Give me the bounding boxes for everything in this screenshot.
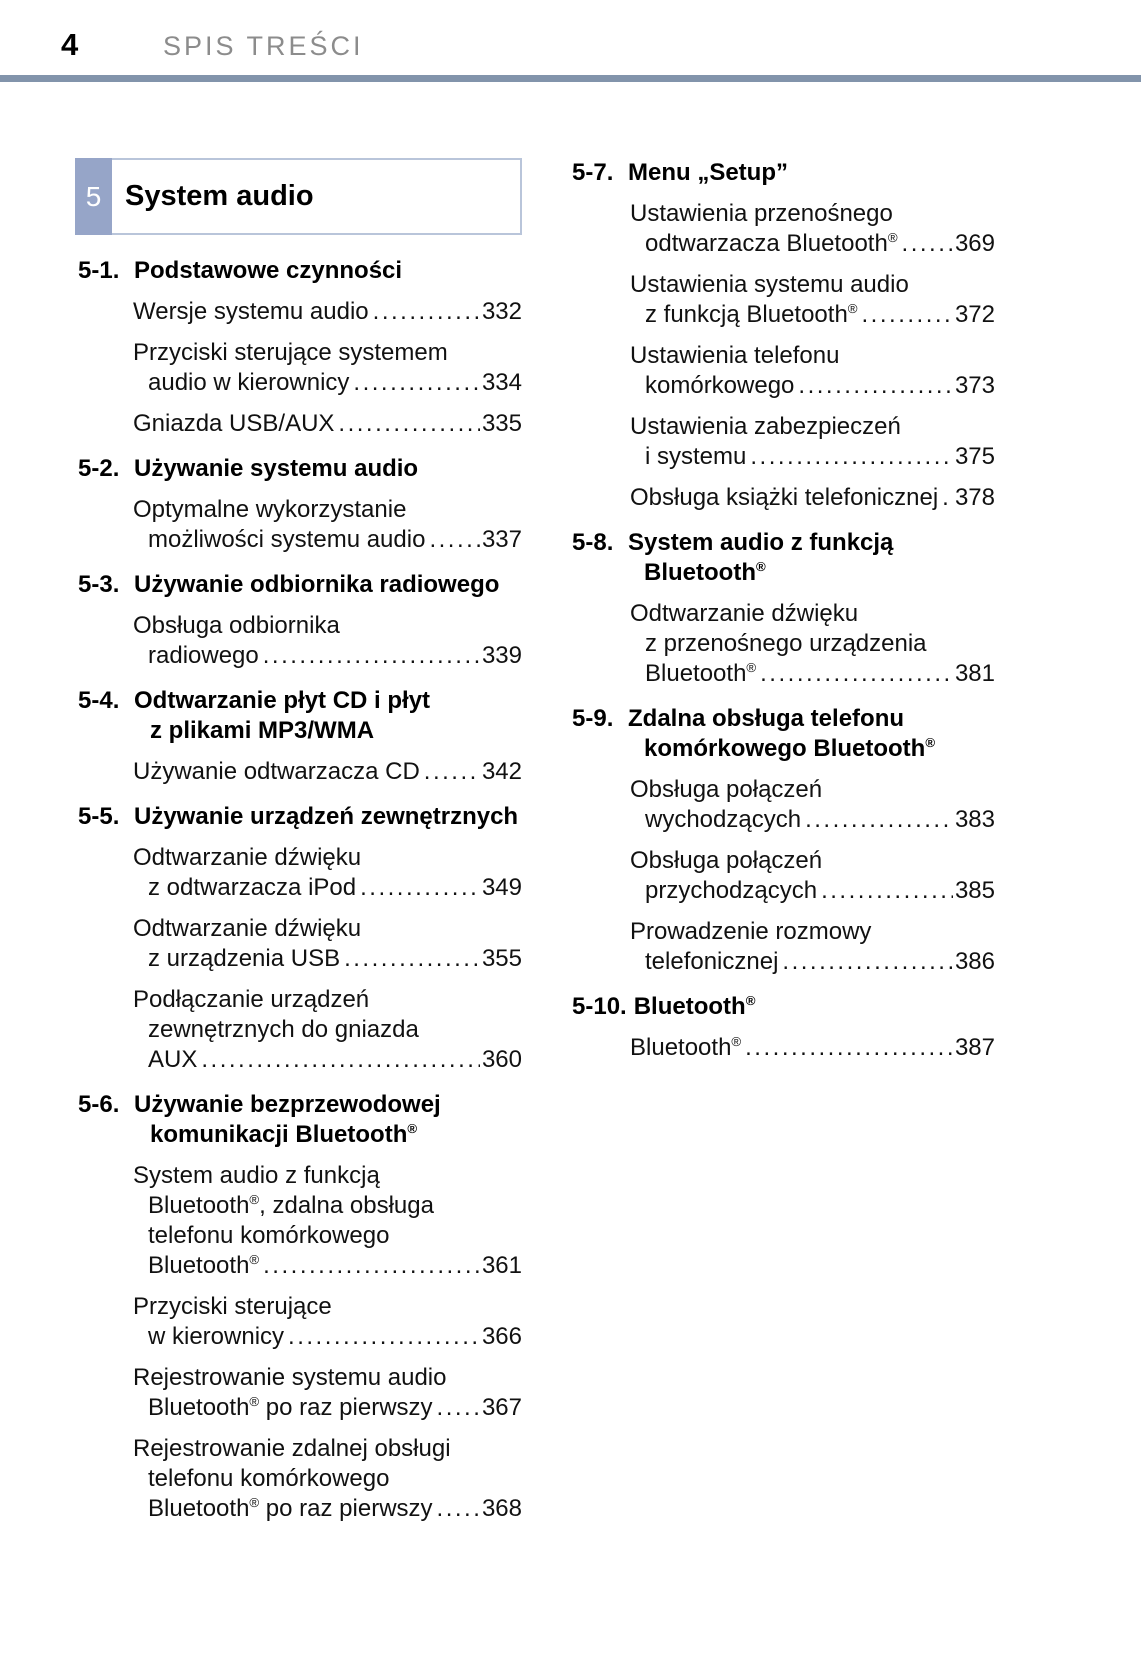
page-ref: 375 (954, 443, 995, 470)
header-rule (0, 75, 1141, 82)
toc-section (75, 454, 522, 555)
section-title-line: Odtwarzanie płyt CD i płyt (134, 687, 431, 714)
toc-entry (75, 495, 522, 555)
page-ref: 335 (481, 410, 522, 437)
toc-column-right (572, 158, 995, 1524)
toc-entry-text: Odtwarzanie dźwięku (133, 844, 362, 871)
page-ref: 387 (954, 1034, 995, 1061)
toc-entry (572, 1033, 995, 1063)
toc-entry-text: Gniazda USB/AUX (133, 410, 335, 437)
toc-entry (75, 1434, 522, 1524)
section-title-line: komunikacji Bluetooth® (150, 1121, 418, 1148)
toc-entry (572, 412, 995, 472)
toc-entry (572, 846, 995, 906)
dot-leader (862, 300, 953, 330)
section-title (134, 1090, 522, 1150)
toc-entry-line (630, 775, 995, 805)
toc-entry (572, 599, 995, 689)
toc-entry-line (133, 1292, 522, 1322)
toc-entry-line (630, 341, 995, 371)
toc-entry-line (630, 805, 995, 835)
toc-entry-line (630, 199, 995, 229)
toc-entry-line (630, 947, 995, 977)
dot-leader (821, 876, 953, 906)
toc-entry-text: Prowadzenie rozmowy (630, 918, 872, 945)
page-ref: 369 (954, 230, 995, 257)
toc-section (572, 528, 995, 689)
page-ref: 366 (481, 1323, 522, 1350)
dot-leader (750, 442, 953, 472)
section-id: 5-5. (78, 803, 120, 830)
toc-entry-text: audio w kierownicy (148, 369, 350, 396)
dot-leader (429, 525, 480, 555)
toc-entry-line (630, 300, 995, 330)
toc-entry (572, 775, 995, 835)
toc-entry-text: komórkowego (645, 372, 795, 399)
toc-section-heading (572, 158, 995, 188)
toc-entry-text: Ustawienia zabezpieczeń (630, 413, 901, 440)
section-title-line: Używanie odbiornika radiowego (134, 571, 500, 598)
toc-entry-line (630, 229, 995, 259)
toc-entry-text: z przenośnego urządzenia (645, 630, 927, 657)
dot-leader (437, 1393, 480, 1423)
toc-entry (75, 611, 522, 671)
section-title-line: z plikami MP3/WMA (150, 717, 375, 744)
toc-entry-line (133, 914, 522, 944)
toc-sections-left (75, 256, 522, 1524)
section-id: 5-3. (78, 571, 120, 598)
toc-entry-text: odtwarzacza Bluetooth® (645, 230, 898, 257)
dot-leader (201, 1045, 480, 1075)
toc-entry-line (133, 1322, 522, 1352)
toc-entry-text: z funkcją Bluetooth® (645, 301, 858, 328)
toc-entry-line (630, 846, 995, 876)
toc-entry-text: Ustawienia przenośnego (630, 200, 893, 227)
toc-entry-line (133, 409, 522, 439)
dot-leader (805, 805, 953, 835)
section-title (628, 704, 995, 764)
toc-entry-line (133, 368, 522, 398)
toc-entry-line (133, 1221, 522, 1251)
chapter-number: 5 (75, 158, 112, 235)
section-title (134, 454, 522, 484)
toc-entry-line (133, 1161, 522, 1191)
dot-leader (373, 297, 480, 327)
toc-entry-line (133, 1494, 522, 1524)
page-ref: 368 (481, 1495, 522, 1522)
chapter-banner (75, 158, 522, 235)
toc-entry-line (133, 611, 522, 641)
section-title-line: Używanie bezprzewodowej (134, 1091, 441, 1118)
section-id: 5-1. (78, 257, 120, 284)
toc-section (75, 1090, 522, 1524)
toc-entry (572, 270, 995, 330)
section-title-line: Podstawowe czynności (134, 257, 403, 284)
section-id: 5-2. (78, 455, 120, 482)
toc-entry-line (630, 876, 995, 906)
toc-entry-text: AUX (148, 1046, 198, 1073)
toc-entry (75, 1363, 522, 1423)
toc-entry-line (133, 495, 522, 525)
toc-entry-text: Przyciski sterujące (133, 1293, 332, 1320)
toc-entry-line (630, 599, 995, 629)
toc-entry-line (630, 270, 995, 300)
toc-section (572, 992, 995, 1063)
section-title (628, 528, 995, 588)
toc-entry-text: System audio z funkcją (133, 1162, 380, 1189)
page-ref: 339 (481, 642, 522, 669)
page-ref: 373 (954, 372, 995, 399)
toc-entry (572, 917, 995, 977)
toc-entry (75, 985, 522, 1075)
toc-entry-text: Bluetooth®, zdalna obsługa (148, 1192, 434, 1219)
toc-entry-text: wychodzących (645, 806, 802, 833)
toc-section (75, 686, 522, 787)
toc-section-heading (572, 992, 995, 1022)
toc-entry-line (630, 917, 995, 947)
toc-entry-text: i systemu (645, 443, 747, 470)
toc-entry-line (133, 873, 522, 903)
section-title-line: System audio z funkcją (628, 529, 894, 556)
toc-entry-line (133, 1045, 522, 1075)
toc-section-heading (572, 528, 995, 588)
toc-entry-text: Przyciski sterujące systemem (133, 339, 448, 366)
page-ref: 386 (954, 948, 995, 975)
page-ref: 337 (481, 526, 522, 553)
toc-section-heading (572, 704, 995, 764)
toc-entry-line (630, 371, 995, 401)
section-title (634, 992, 995, 1022)
page-ref: 361 (481, 1252, 522, 1279)
page-number: 4 (61, 27, 79, 62)
toc-section-heading (75, 1090, 522, 1150)
section-title (628, 158, 995, 188)
toc-entry-text: Bluetooth® (630, 1034, 742, 1061)
toc-entry (75, 914, 522, 974)
page-ref: 367 (481, 1394, 522, 1421)
section-title-line: Zdalna obsługa telefonu (628, 705, 905, 732)
page-ref: 385 (954, 877, 995, 904)
toc-entry-text: przychodzących (645, 877, 818, 904)
section-title (134, 570, 522, 600)
toc-entry-line (133, 843, 522, 873)
toc-entry-text: w kierownicy (148, 1323, 285, 1350)
section-id: 5-10. (572, 993, 627, 1020)
section-title-line: Używanie urządzeń zewnętrznych (134, 803, 519, 830)
toc-section-heading (75, 686, 522, 746)
toc-section-heading (75, 802, 522, 832)
toc-entry (75, 297, 522, 327)
section-title-line: Używanie systemu audio (134, 455, 419, 482)
dot-leader (263, 641, 480, 671)
page-ref: 342 (481, 758, 522, 785)
dot-leader (782, 947, 953, 977)
section-id: 5-9. (572, 705, 614, 732)
toc-entry-text: Obsługa odbiornika (133, 612, 340, 639)
chapter-title: System audio (112, 158, 522, 235)
section-title (134, 686, 522, 746)
toc-entry-text: Optymalne wykorzystanie (133, 496, 407, 523)
page-ref: 360 (481, 1046, 522, 1073)
toc-entry (572, 483, 995, 513)
toc-entry-line (630, 483, 995, 513)
toc-entry-text: Bluetooth® po raz pierwszy (148, 1394, 433, 1421)
dot-leader (798, 371, 953, 401)
toc-entry-line (630, 1033, 995, 1063)
toc-entry-text: Używanie odtwarzacza CD (133, 758, 420, 785)
toc-entry-text: Rejestrowanie zdalnej obsługi (133, 1435, 451, 1462)
page-ref: 381 (954, 660, 995, 687)
toc-entry-line (133, 1191, 522, 1221)
toc-entry (572, 341, 995, 401)
toc-sections-right (572, 158, 995, 1063)
toc-entry (75, 1161, 522, 1281)
toc-entry-line (133, 757, 522, 787)
page-ref: 378 (954, 484, 995, 511)
toc-entry-text: Ustawienia systemu audio (630, 271, 909, 298)
toc-section-heading (75, 256, 522, 286)
section-id: 5-7. (572, 159, 614, 186)
page-ref: 332 (481, 298, 522, 325)
dot-leader (360, 873, 480, 903)
toc-section (75, 256, 522, 439)
toc-entry-text: telefonu komórkowego (148, 1465, 390, 1492)
dot-leader (745, 1033, 953, 1063)
toc-entry-text: telefonicznej (645, 948, 779, 975)
dot-leader (424, 757, 480, 787)
toc-entry-line (630, 659, 995, 689)
toc-entry-line (133, 1434, 522, 1464)
page-ref: 383 (954, 806, 995, 833)
dot-leader (760, 659, 953, 689)
toc-entry-text: telefonu komórkowego (148, 1222, 390, 1249)
toc-entry-text: Odtwarzanie dźwięku (133, 915, 362, 942)
toc-entry-text: Bluetooth® (645, 660, 757, 687)
toc-entry-text: możliwości systemu audio (148, 526, 426, 553)
page-ref: 355 (481, 945, 522, 972)
toc-entry-line (133, 338, 522, 368)
toc-entry-text: Podłączanie urządzeń (133, 986, 370, 1013)
dot-leader (338, 409, 480, 439)
section-title-line: Bluetooth® (633, 993, 756, 1020)
page-ref: 349 (481, 874, 522, 901)
toc-entry-line (630, 442, 995, 472)
toc-entry-line (133, 985, 522, 1015)
section-title (134, 256, 522, 286)
header-title: SPIS TREŚCI (163, 31, 364, 61)
page-ref: 372 (954, 301, 995, 328)
toc-entry-line (133, 1393, 522, 1423)
toc-entry-text: Ustawienia telefonu (630, 342, 840, 369)
toc-section (75, 570, 522, 671)
toc-entry-text: Obsługa połączeń (630, 776, 823, 803)
toc-entry (75, 757, 522, 787)
toc-entry-text: Bluetooth® po raz pierwszy (148, 1495, 433, 1522)
toc-entry-line (133, 1015, 522, 1045)
toc-entry-text: z urządzenia USB (148, 945, 341, 972)
toc-entry-line (133, 525, 522, 555)
toc-section-heading (75, 454, 522, 484)
toc-column-left (75, 158, 522, 1524)
dot-leader (344, 944, 480, 974)
toc-entry (572, 199, 995, 259)
toc-entry-text: zewnętrznych do gniazda (148, 1016, 419, 1043)
section-id: 5-8. (572, 529, 614, 556)
toc-entry-line (630, 629, 995, 659)
dot-leader (942, 483, 953, 513)
toc-entry-line (630, 412, 995, 442)
toc-entry-line (133, 1464, 522, 1494)
dot-leader (353, 368, 480, 398)
toc-entry (75, 1292, 522, 1352)
section-title-line: Menu „Setup” (628, 159, 788, 186)
toc-section (75, 802, 522, 1075)
toc-columns (75, 158, 995, 1524)
section-id: 5-6. (78, 1091, 120, 1118)
toc-entry-line (133, 1363, 522, 1393)
toc-entry (75, 409, 522, 439)
toc-entry-text: radiowego (148, 642, 259, 669)
toc-section (572, 158, 995, 513)
dot-leader (288, 1322, 480, 1352)
toc-entry-text: z odtwarzacza iPod (148, 874, 357, 901)
toc-entry (75, 843, 522, 903)
toc-entry-text: Wersje systemu audio (133, 298, 369, 325)
dot-leader (902, 229, 953, 259)
toc-entry-line (133, 641, 522, 671)
section-title-line: Bluetooth® (644, 559, 766, 586)
toc-entry (75, 338, 522, 398)
dot-leader (263, 1251, 480, 1281)
page-ref: 334 (481, 369, 522, 396)
section-id: 5-4. (78, 687, 120, 714)
toc-section-heading (75, 570, 522, 600)
toc-entry-line (133, 1251, 522, 1281)
toc-entry-line (133, 944, 522, 974)
toc-entry-text: Obsługa książki telefonicznej (630, 484, 939, 511)
dot-leader (437, 1494, 480, 1524)
section-title-line: komórkowego Bluetooth® (644, 735, 936, 762)
toc-entry-text: Bluetooth® (148, 1252, 260, 1279)
section-title (134, 802, 522, 832)
toc-entry-text: Rejestrowanie systemu audio (133, 1364, 447, 1391)
toc-entry-line (133, 297, 522, 327)
toc-entry-text: Obsługa połączeń (630, 847, 823, 874)
toc-entry-text: Odtwarzanie dźwięku (630, 600, 859, 627)
toc-section (572, 704, 995, 977)
